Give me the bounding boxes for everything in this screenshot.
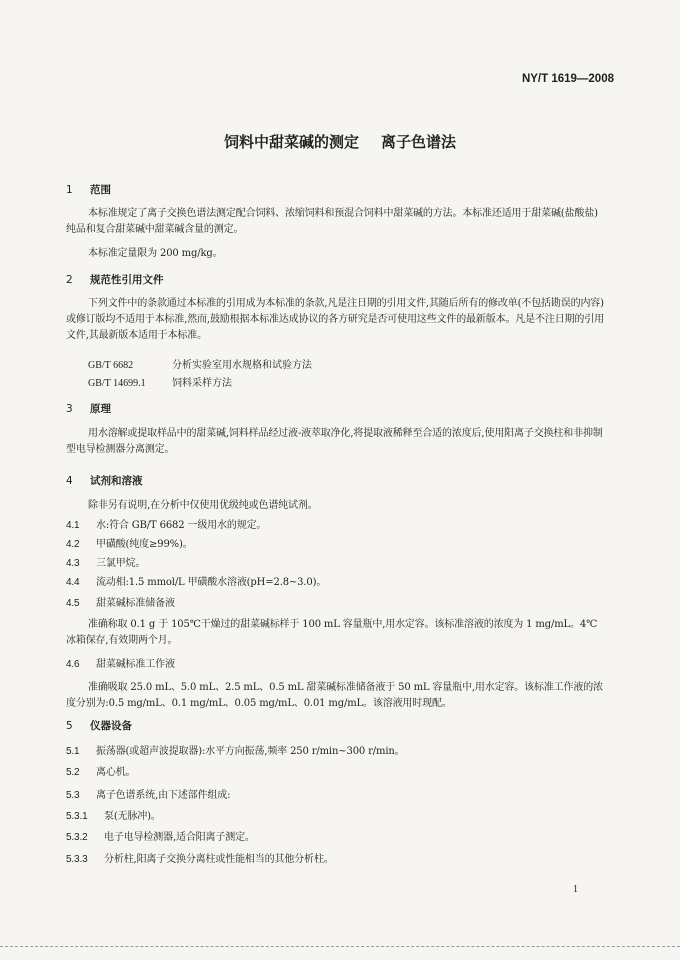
- normative-text: 下列文件中的条款通过本标准的引用成为本标准的条款,凡是注日期的引用文件,其随后所有的修改单(不包括勘误的内容)或修订版均不适用于本标准,然而,鼓励根据本标准达成协议的各方研究是否可使用这些文件的最新版本。凡是不注日期的引用文件,其最新版本适用于本标准。: [66, 298, 604, 341]
- section-4-heading: [66, 473, 143, 488]
- section-title: 仪器设备: [90, 720, 132, 732]
- reference-item: [88, 356, 312, 371]
- section-number: 5: [66, 720, 73, 732]
- scope-text: 本标准规定了离子交换色谱法测定配合饲料、浓缩饲料和预混合饲料中甜菜碱的方法。本标准还适用于甜菜碱(盐酸盐)纯品和复合甜菜碱中甜菜碱含量的测定。: [66, 208, 598, 235]
- reference-name: 饲料采样方法: [172, 378, 232, 389]
- section-title: 原理: [90, 403, 111, 415]
- principle-paragraph: [66, 426, 606, 458]
- reference-name: 分析实验室用水规格和试验方法: [172, 360, 312, 371]
- working-solution-text: 准确吸取 25.0 mL、5.0 mL、2.5 mL、0.5 mL 甜菜碱标准储备液于 50 mL 容量瓶中,用水定容。该标准工作液的浓度分别为:0.5 mg/mL、0.1 mg/mL、0.05 mg/mL、0.01 mg/mL。该溶液用时现配。: [66, 682, 603, 709]
- scan-edge-divider: [0, 946, 680, 947]
- section-number: 1: [66, 184, 73, 196]
- page-number: 1: [573, 884, 578, 895]
- document-title: [0, 131, 680, 152]
- section-number: 3: [66, 403, 73, 415]
- reference-item: [88, 374, 232, 389]
- section-title: 试剂和溶液: [90, 475, 143, 487]
- section-number: 2: [66, 274, 73, 286]
- reference-code: GB/T 6682: [88, 360, 134, 371]
- title-method: 离子色谱法: [381, 133, 457, 151]
- reagent-item: 4.4 流动相:1.5 mmol/L 甲磺酸水溶液(pH=2.8~3.0)。: [66, 577, 327, 588]
- quantitation-limit: 本标准定量限为 200 mg/kg。: [88, 248, 223, 259]
- section-2-heading: [66, 272, 164, 287]
- principle-text: 用水溶解或提取样品中的甜菜碱,饲料样品经过液-液萃取净化,将提取液稀释至合适的浓度后,使用阳离子交换柱和非抑制型电导检测器分离测定。: [66, 428, 603, 455]
- section-1-heading: [66, 182, 111, 197]
- scope-paragraph: [66, 206, 606, 238]
- equipment-item: 5.3.3 分析柱,阳离子交换分离柱或性能相当的其他分析柱。: [66, 854, 334, 865]
- reference-code: GB/T 14699.1: [88, 378, 146, 389]
- equipment-item: 5.1 振荡器(或超声波提取器):水平方向振荡,频率 250 r/min~300 r/min。: [66, 746, 405, 757]
- reagent-item: 4.5 甜菜碱标准储备液: [66, 598, 175, 609]
- section-title: 范围: [90, 184, 111, 196]
- reagent-item: 4.2 甲磺酸(纯度≥99%)。: [66, 539, 193, 550]
- reagent-item: 4.3 三氯甲烷。: [66, 558, 146, 569]
- working-solution-paragraph: [66, 680, 606, 712]
- equipment-item: 5.3.1 泵(无脉冲)。: [66, 811, 161, 822]
- stock-solution-paragraph: [66, 617, 606, 649]
- equipment-item: 5.3.2 电子电导检测器,适合阳离子测定。: [66, 832, 255, 843]
- stock-solution-text: 准确称取 0.1 g 于 105℃干燥过的甜菜碱标样于 100 mL 容量瓶中,用水定容。该标准溶液的浓度为 1 mg/mL。4℃冰箱保存,有效期两个月。: [66, 619, 598, 646]
- equipment-item: 5.2 离心机。: [66, 767, 136, 778]
- title-main: 饲料中甜菜碱的测定: [223, 133, 359, 151]
- section-3-heading: [66, 401, 111, 416]
- equipment-item: 5.3 离子色谱系统,由下述部件组成:: [66, 790, 231, 801]
- standard-number: NY/T 1619—2008: [521, 73, 614, 85]
- reagents-intro: 除非另有说明,在分析中仅使用优级纯或色谱纯试剂。: [88, 500, 318, 511]
- section-5-heading: [66, 718, 132, 733]
- section-number: 4: [66, 475, 73, 487]
- normative-references-paragraph: [66, 296, 606, 344]
- reagent-item: 4.1 水:符合 GB/T 6682 一级用水的规定。: [66, 520, 267, 531]
- reagent-item: 4.6 甜菜碱标准工作液: [66, 659, 175, 670]
- section-title: 规范性引用文件: [90, 274, 164, 286]
